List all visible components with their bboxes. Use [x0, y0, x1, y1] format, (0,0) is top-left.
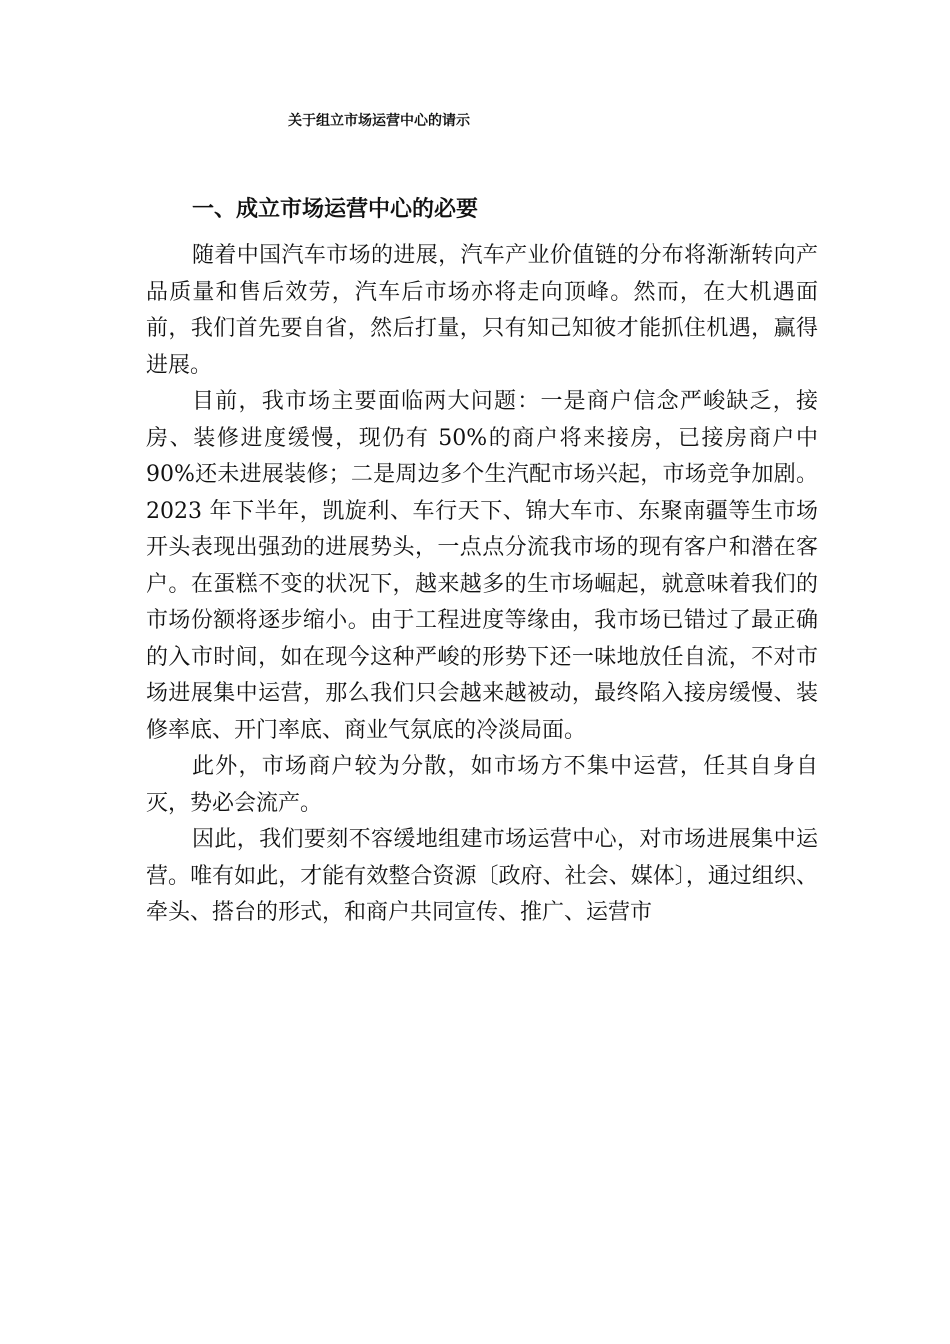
document-title: 关于组立市场运营中心的请示 — [288, 113, 470, 129]
paragraph: 因此，我们要刻不容缓地组建市场运营中心，对市场进展集中运营。唯有如此，才能有效整合资源〔政府、社会、媒体〕，通过组织、牵头、搭台的形式，和商户共同宣传、推广、运营市 — [146, 827, 818, 925]
document-body — [146, 238, 818, 932]
paragraph: 随着中国汽车市场的进展，汽车产业价值链的分布将渐渐转向产品质量和售后效劳，汽车后市场亦将走向顶峰。然而，在大机遇面前，我们首先要自省，然后打量，只有知己知彼才能抓住机遇，赢得进展。 — [146, 243, 818, 378]
paragraph: 此外，市场商户较为分散，如市场方不集中运营，任其自身自灭，势必会流产。 — [146, 754, 818, 816]
section-heading: 一、成立市场运营中心的必要 — [192, 197, 479, 222]
paragraph: 目前，我市场主要面临两大问题：一是商户信念严峻缺乏，接房、装修进度缓慢，现仍有 50%的商户将来接房，已接房商户中 90%还未进展装修；二是周边多个生汽配市场兴起，市场竞争加剧。2023 年下半年，凯旋利、车行天下、锦大车市、东聚南疆等生市场开头表现出强劲的进展势头，一点点分流我市场的现有客户和潜在客户。在蛋糕不变的状况下，越来越多的生市场崛起，就意味着我们的市场份额将逐步缩小。由于工程进度等缘由，我市场已错过了最正确的入市时间，如在现今这种严峻的形势下还一味地放任自流，不对市场进展集中运营，那么我们只会越来越被动，最终陷入接房缓慢、装修率底、开门率底、商业气氛底的冷淡局面。 — [146, 389, 818, 743]
